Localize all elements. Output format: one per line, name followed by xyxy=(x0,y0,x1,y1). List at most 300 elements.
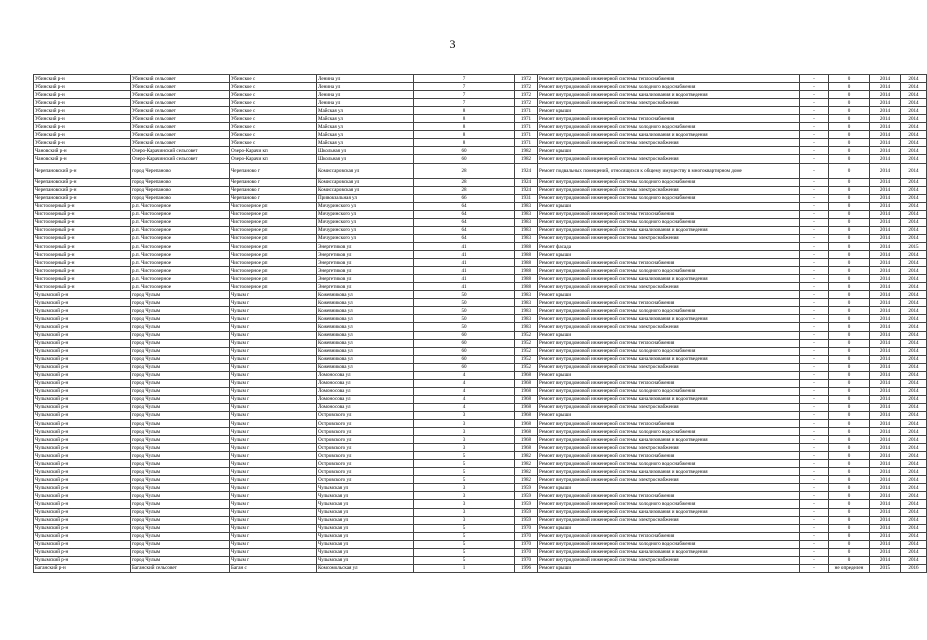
cell-year-built: 1982 xyxy=(515,452,538,460)
cell-end-year: 2014 xyxy=(901,387,927,395)
table-row xyxy=(34,476,927,484)
cell-house-number: 64 xyxy=(414,234,515,242)
cell-start-year: 2014 xyxy=(870,403,901,411)
cell-dash: - xyxy=(800,323,829,331)
cell-start-year: 2014 xyxy=(870,115,901,123)
cell-house-number: 3 xyxy=(414,420,515,428)
cell-municipality: Убинский сельсовет xyxy=(131,107,230,115)
cell-settlement: Чулым г xyxy=(230,492,317,500)
cell-dash: - xyxy=(800,234,829,242)
cell-settlement: Чулым г xyxy=(230,403,317,411)
cell-start-year: 2014 xyxy=(870,283,901,291)
cell-house-number: 28 xyxy=(414,163,515,178)
cell-end-year: 2014 xyxy=(901,476,927,484)
cell-district: Чулымский р-н xyxy=(34,436,131,444)
table-body xyxy=(34,75,927,573)
cell-municipality: р.п. Чистоозерное xyxy=(131,218,230,226)
cell-start-year: 2014 xyxy=(870,234,901,242)
cell-settlement: Убинское с xyxy=(230,139,317,147)
cell-municipality: город Черепаново xyxy=(131,186,230,194)
cell-work-type: Ремонт внутридомовой инженерной системы электроснабжения xyxy=(538,99,800,107)
cell-end-year: 2014 xyxy=(901,186,927,194)
cell-start-year: 2014 xyxy=(870,155,901,163)
cell-end-year: 2014 xyxy=(901,524,927,532)
cell-house-number: 5 xyxy=(414,460,515,468)
cell-district: Чулымский р-н xyxy=(34,331,131,339)
cell-end-year: 2014 xyxy=(901,500,927,508)
cell-dash: - xyxy=(800,540,829,548)
cell-cost: 0 xyxy=(829,371,870,379)
cell-cost: 0 xyxy=(829,516,870,524)
cell-dash: - xyxy=(800,420,829,428)
cell-end-year: 2014 xyxy=(901,331,927,339)
cell-district: Чулымский р-н xyxy=(34,291,131,299)
cell-cost: 0 xyxy=(829,226,870,234)
cell-start-year: 2014 xyxy=(870,468,901,476)
cell-end-year: 2014 xyxy=(901,163,927,178)
cell-work-type: Ремонт внутридомовой инженерной системы холодного водоснабжения xyxy=(538,387,800,395)
cell-work-type: Ремонт крыши xyxy=(538,524,800,532)
cell-work-type: Ремонт внутридомовой инженерной системы электроснабжения xyxy=(538,186,800,194)
cell-settlement: Чулым г xyxy=(230,387,317,395)
cell-house-number: 4 xyxy=(414,371,515,379)
cell-street: Комиссаровская ул xyxy=(317,163,414,178)
cell-end-year: 2014 xyxy=(901,123,927,131)
cell-municipality: Убинский сельсовет xyxy=(131,139,230,147)
table-row xyxy=(34,508,927,516)
cell-municipality: город Чулым xyxy=(131,500,230,508)
cell-cost: 0 xyxy=(829,147,870,155)
cell-cost: 0 xyxy=(829,186,870,194)
cell-work-type: Ремонт крыши xyxy=(538,202,800,210)
cell-end-year: 2014 xyxy=(901,202,927,210)
cell-year-built: 1983 xyxy=(515,323,538,331)
cell-year-built: 1968 xyxy=(515,371,538,379)
cell-year-built: 1970 xyxy=(515,524,538,532)
cell-end-year: 2014 xyxy=(901,178,927,186)
cell-start-year: 2014 xyxy=(870,436,901,444)
cell-cost: 0 xyxy=(829,452,870,460)
cell-cost: 0 xyxy=(829,283,870,291)
cell-district: Чулымский р-н xyxy=(34,556,131,564)
cell-cost: 0 xyxy=(829,315,870,323)
table-row xyxy=(34,210,927,218)
cell-settlement: Убинское с xyxy=(230,83,317,91)
cell-start-year: 2014 xyxy=(870,210,901,218)
cell-street: Школьная ул xyxy=(317,155,414,163)
cell-house-number: 64 xyxy=(414,210,515,218)
table-row xyxy=(34,540,927,548)
cell-year-built: 1952 xyxy=(515,347,538,355)
cell-work-type: Ремонт внутридомовой инженерной системы электроснабжения xyxy=(538,323,800,331)
table-row xyxy=(34,218,927,226)
cell-dash: - xyxy=(800,339,829,347)
cell-house-number: 7 xyxy=(414,91,515,99)
table-row xyxy=(34,115,927,123)
cell-work-type: Ремонт внутридомовой инженерной системы холодного водоснабжения xyxy=(538,307,800,315)
cell-work-type: Ремонт внутридомовой инженерной системы электроснабжения xyxy=(538,556,800,564)
cell-district: Чулымский р-н xyxy=(34,476,131,484)
cell-municipality: город Чулым xyxy=(131,452,230,460)
cell-year-built: 1959 xyxy=(515,516,538,524)
cell-end-year: 2014 xyxy=(901,436,927,444)
cell-municipality: город Чулым xyxy=(131,492,230,500)
cell-year-built: 1983 xyxy=(515,315,538,323)
cell-dash: - xyxy=(800,411,829,419)
cell-year-built: 1968 xyxy=(515,403,538,411)
cell-municipality: р.п. Чистоозерное xyxy=(131,283,230,291)
cell-street: Майская ул xyxy=(317,139,414,147)
cell-district: Чистоозерный р-н xyxy=(34,218,131,226)
cell-house-number: 7 xyxy=(414,99,515,107)
cell-municipality: город Чулым xyxy=(131,532,230,540)
cell-end-year: 2014 xyxy=(901,259,927,267)
cell-municipality: город Чулым xyxy=(131,347,230,355)
cell-end-year: 2014 xyxy=(901,307,927,315)
cell-year-built: 1983 xyxy=(515,226,538,234)
cell-start-year: 2014 xyxy=(870,363,901,371)
cell-settlement: Чулым г xyxy=(230,540,317,548)
cell-municipality: город Чулым xyxy=(131,291,230,299)
cell-district: Чулымский р-н xyxy=(34,403,131,411)
cell-work-type: Ремонт внутридомовой инженерной системы теплоснабжения xyxy=(538,420,800,428)
cell-end-year: 2014 xyxy=(901,363,927,371)
cell-district: Чановский р-н xyxy=(34,147,131,155)
cell-settlement: Чулым г xyxy=(230,508,317,516)
cell-dash: - xyxy=(800,139,829,147)
cell-start-year: 2014 xyxy=(870,186,901,194)
cell-settlement: Озеро-Карачи кп xyxy=(230,147,317,155)
cell-cost: 0 xyxy=(829,436,870,444)
cell-house-number: 64 xyxy=(414,226,515,234)
cell-street: Майская ул xyxy=(317,131,414,139)
cell-municipality: Убинский сельсовет xyxy=(131,75,230,83)
cell-dash: - xyxy=(800,123,829,131)
table-row xyxy=(34,299,927,307)
cell-house-number: 3 xyxy=(414,508,515,516)
cell-settlement: Чистоозерное рп xyxy=(230,210,317,218)
cell-house-number: 4 xyxy=(414,387,515,395)
cell-district: Чистоозерный р-н xyxy=(34,267,131,275)
cell-dash: - xyxy=(800,226,829,234)
cell-work-type: Ремонт внутридомовой инженерной системы холодного водоснабжения xyxy=(538,123,800,131)
cell-house-number: 64 xyxy=(414,218,515,226)
cell-municipality: город Чулым xyxy=(131,363,230,371)
cell-dash: - xyxy=(800,210,829,218)
cell-house-number: 41 xyxy=(414,283,515,291)
cell-start-year: 2014 xyxy=(870,99,901,107)
cell-year-built: 1983 xyxy=(515,210,538,218)
cell-end-year: 2014 xyxy=(901,460,927,468)
cell-start-year: 2014 xyxy=(870,379,901,387)
cell-year-built: 1996 xyxy=(515,564,538,572)
cell-cost: 0 xyxy=(829,163,870,178)
cell-house-number: 3 xyxy=(414,436,515,444)
cell-street: Чулымская ул xyxy=(317,508,414,516)
cell-municipality: город Чулым xyxy=(131,428,230,436)
cell-start-year: 2014 xyxy=(870,420,901,428)
cell-dash: - xyxy=(800,532,829,540)
cell-dash: - xyxy=(800,242,829,250)
cell-year-built: 1971 xyxy=(515,123,538,131)
cell-year-built: 1988 xyxy=(515,267,538,275)
cell-street: Энергетиков ул xyxy=(317,283,414,291)
cell-year-built: 1982 xyxy=(515,460,538,468)
cell-district: Чулымский р-н xyxy=(34,315,131,323)
cell-work-type: Ремонт крыши xyxy=(538,291,800,299)
cell-district: Чулымский р-н xyxy=(34,444,131,452)
table-row xyxy=(34,323,927,331)
cell-cost: 0 xyxy=(829,299,870,307)
cell-end-year: 2014 xyxy=(901,147,927,155)
cell-house-number: 60 xyxy=(414,363,515,371)
cell-house-number: 41 xyxy=(414,275,515,283)
cell-cost: 0 xyxy=(829,420,870,428)
cell-year-built: 1983 xyxy=(515,307,538,315)
cell-work-type: Ремонт внутридомовой инженерной системы электроснабжения xyxy=(538,403,800,411)
cell-district: Чулымский р-н xyxy=(34,355,131,363)
cell-district: Чистоозерный р-н xyxy=(34,259,131,267)
table-row xyxy=(34,468,927,476)
cell-work-type: Ремонт внутридомовой инженерной системы электроснабжения xyxy=(538,139,800,147)
cell-district: Убинский р-н xyxy=(34,131,131,139)
cell-settlement: Чистоозерное рп xyxy=(230,267,317,275)
cell-house-number: 60 xyxy=(414,331,515,339)
cell-work-type: Ремонт внутридомовой инженерной системы холодного водоснабжения xyxy=(538,178,800,186)
cell-street: Островского ул xyxy=(317,476,414,484)
cell-end-year: 2014 xyxy=(901,323,927,331)
cell-street: Майская ул xyxy=(317,107,414,115)
table-row xyxy=(34,484,927,492)
cell-dash: - xyxy=(800,452,829,460)
cell-street: Чулымская ул xyxy=(317,484,414,492)
table-row xyxy=(34,194,927,202)
cell-street: Комсомольская ул xyxy=(317,564,414,572)
cell-start-year: 2014 xyxy=(870,484,901,492)
cell-district: Убинский р-н xyxy=(34,107,131,115)
cell-year-built: 1931 xyxy=(515,194,538,202)
cell-settlement: Чистоозерное рп xyxy=(230,275,317,283)
cell-street: Ломоносова ул xyxy=(317,395,414,403)
cell-start-year: 2014 xyxy=(870,123,901,131)
cell-start-year: 2014 xyxy=(870,556,901,564)
cell-cost: 0 xyxy=(829,492,870,500)
cell-street: Мичуринского ул xyxy=(317,210,414,218)
cell-work-type: Ремонт внутридомовой инженерной системы холодного водоснабжения xyxy=(538,267,800,275)
table-row xyxy=(34,259,927,267)
cell-work-type: Ремонт внутридомовой инженерной системы электроснабжения xyxy=(538,283,800,291)
cell-cost: 0 xyxy=(829,83,870,91)
cell-district: Чулымский р-н xyxy=(34,420,131,428)
cell-district: Убинский р-н xyxy=(34,75,131,83)
cell-municipality: р.п. Чистоозерное xyxy=(131,234,230,242)
cell-work-type: Ремонт внутридомовой инженерной системы канализования и водоотведения xyxy=(538,508,800,516)
cell-end-year: 2014 xyxy=(901,508,927,516)
cell-start-year: 2015 xyxy=(870,564,901,572)
cell-year-built: 1924 xyxy=(515,186,538,194)
cell-municipality: город Черепаново xyxy=(131,163,230,178)
cell-district: Чулымский р-н xyxy=(34,460,131,468)
cell-start-year: 2014 xyxy=(870,500,901,508)
cell-municipality: город Чулым xyxy=(131,460,230,468)
cell-dash: - xyxy=(800,163,829,178)
cell-house-number: 50 xyxy=(414,299,515,307)
cell-house-number: 3 xyxy=(414,492,515,500)
cell-end-year: 2014 xyxy=(901,75,927,83)
cell-dash: - xyxy=(800,500,829,508)
cell-dash: - xyxy=(800,315,829,323)
cell-settlement: Убинское с xyxy=(230,75,317,83)
cell-street: Чулымская ул xyxy=(317,556,414,564)
cell-year-built: 1982 xyxy=(515,155,538,163)
cell-house-number: 1 xyxy=(414,564,515,572)
table-row xyxy=(34,436,927,444)
cell-year-built: 1970 xyxy=(515,532,538,540)
cell-settlement: Убинское с xyxy=(230,115,317,123)
cell-district: Чулымский р-н xyxy=(34,428,131,436)
cell-start-year: 2014 xyxy=(870,492,901,500)
cell-work-type: Ремонт внутридомовой инженерной системы холодного водоснабжения xyxy=(538,194,800,202)
cell-year-built: 1968 xyxy=(515,387,538,395)
cell-municipality: р.п. Чистоозерное xyxy=(131,202,230,210)
cell-dash: - xyxy=(800,251,829,259)
cell-work-type: Ремонт внутридомовой инженерной системы теплоснабжения xyxy=(538,532,800,540)
cell-settlement: Чулым г xyxy=(230,363,317,371)
table-row xyxy=(34,275,927,283)
table-row xyxy=(34,444,927,452)
cell-municipality: Убинский сельсовет xyxy=(131,83,230,91)
cell-house-number: 8 xyxy=(414,115,515,123)
cell-work-type: Ремонт внутридомовой инженерной системы канализования и водоотведения xyxy=(538,548,800,556)
cell-start-year: 2014 xyxy=(870,476,901,484)
cell-cost: 0 xyxy=(829,210,870,218)
cell-work-type: Ремонт внутридомовой инженерной системы канализования и водоотведения xyxy=(538,131,800,139)
cell-dash: - xyxy=(800,83,829,91)
cell-street: Кожевникова ул xyxy=(317,363,414,371)
cell-municipality: город Чулым xyxy=(131,331,230,339)
cell-street: Майская ул xyxy=(317,123,414,131)
cell-work-type: Ремонт внутридомовой инженерной системы теплоснабжения xyxy=(538,339,800,347)
cell-end-year: 2014 xyxy=(901,540,927,548)
cell-end-year: 2014 xyxy=(901,395,927,403)
cell-start-year: 2014 xyxy=(870,218,901,226)
cell-cost: 0 xyxy=(829,347,870,355)
cell-cost: 0 xyxy=(829,178,870,186)
cell-district: Чистоозерный р-н xyxy=(34,226,131,234)
cell-year-built: 1971 xyxy=(515,107,538,115)
cell-municipality: город Чулым xyxy=(131,339,230,347)
cell-house-number: 60 xyxy=(414,355,515,363)
table-row xyxy=(34,387,927,395)
cell-street: Чулымская ул xyxy=(317,532,414,540)
cell-house-number: 5 xyxy=(414,476,515,484)
cell-street: Ленина ул xyxy=(317,99,414,107)
cell-year-built: 1924 xyxy=(515,163,538,178)
cell-street: Энергетиков ул xyxy=(317,275,414,283)
cell-street: Комиссаровская ул xyxy=(317,178,414,186)
cell-start-year: 2014 xyxy=(870,147,901,155)
cell-dash: - xyxy=(800,275,829,283)
cell-year-built: 1968 xyxy=(515,395,538,403)
cell-street: Ломоносова ул xyxy=(317,379,414,387)
cell-end-year: 2015 xyxy=(901,242,927,250)
cell-cost: 0 xyxy=(829,411,870,419)
cell-work-type: Ремонт внутридомовой инженерной системы канализования и водоотведения xyxy=(538,436,800,444)
cell-start-year: 2014 xyxy=(870,267,901,275)
cell-end-year: 2014 xyxy=(901,492,927,500)
cell-start-year: 2014 xyxy=(870,251,901,259)
cell-start-year: 2014 xyxy=(870,259,901,267)
cell-municipality: город Чулым xyxy=(131,403,230,411)
table-row xyxy=(34,147,927,155)
cell-year-built: 1988 xyxy=(515,251,538,259)
cell-year-built: 1983 xyxy=(515,299,538,307)
cell-cost: 0 xyxy=(829,267,870,275)
cell-dash: - xyxy=(800,484,829,492)
cell-cost: 0 xyxy=(829,131,870,139)
cell-district: Чулымский р-н xyxy=(34,492,131,500)
cell-end-year: 2014 xyxy=(901,371,927,379)
cell-district: Чулымский р-н xyxy=(34,540,131,548)
cell-district: Чулымский р-н xyxy=(34,548,131,556)
cell-dash: - xyxy=(800,267,829,275)
cell-start-year: 2014 xyxy=(870,548,901,556)
cell-municipality: город Черепаново xyxy=(131,178,230,186)
cell-house-number: 41 xyxy=(414,251,515,259)
cell-end-year: 2014 xyxy=(901,379,927,387)
cell-municipality: город Чулым xyxy=(131,299,230,307)
table-row xyxy=(34,234,927,242)
cell-work-type: Ремонт внутридомовой инженерной системы канализования и водоотведения xyxy=(538,395,800,403)
cell-end-year: 2014 xyxy=(901,194,927,202)
cell-settlement: Чулым г xyxy=(230,420,317,428)
cell-district: Убинский р-н xyxy=(34,99,131,107)
cell-settlement: Убинское с xyxy=(230,131,317,139)
cell-dash: - xyxy=(800,307,829,315)
table-row xyxy=(34,492,927,500)
cell-year-built: 1971 xyxy=(515,131,538,139)
cell-municipality: р.п. Чистоозерное xyxy=(131,267,230,275)
cell-district: Черепановский р-н xyxy=(34,163,131,178)
cell-house-number: 50 xyxy=(414,307,515,315)
cell-work-type: Ремонт внутридомовой инженерной системы канализования и водоотведения xyxy=(538,275,800,283)
cell-dash: - xyxy=(800,291,829,299)
cell-house-number: 60 xyxy=(414,155,515,163)
cell-settlement: Убинское с xyxy=(230,107,317,115)
cell-year-built: 1972 xyxy=(515,99,538,107)
cell-street: Кожевникова ул xyxy=(317,323,414,331)
cell-street: Чулымская ул xyxy=(317,548,414,556)
cell-end-year: 2014 xyxy=(901,516,927,524)
cell-work-type: Ремонт внутридомовой инженерной системы теплоснабжения xyxy=(538,259,800,267)
table-row xyxy=(34,516,927,524)
cell-district: Чулымский р-н xyxy=(34,508,131,516)
cell-settlement: Чулым г xyxy=(230,524,317,532)
cell-house-number: 41 xyxy=(414,242,515,250)
table-row xyxy=(34,347,927,355)
cell-house-number: 8 xyxy=(414,139,515,147)
cell-municipality: р.п. Чистоозерное xyxy=(131,251,230,259)
cell-street: Комиссаровская ул xyxy=(317,186,414,194)
cell-work-type: Ремонт крыши xyxy=(538,107,800,115)
cell-municipality: город Чулым xyxy=(131,548,230,556)
cell-cost: 0 xyxy=(829,307,870,315)
cell-house-number: 66 xyxy=(414,194,515,202)
cell-cost: 0 xyxy=(829,363,870,371)
cell-cost: 0 xyxy=(829,387,870,395)
cell-cost: 0 xyxy=(829,500,870,508)
cell-house-number: 60 xyxy=(414,347,515,355)
